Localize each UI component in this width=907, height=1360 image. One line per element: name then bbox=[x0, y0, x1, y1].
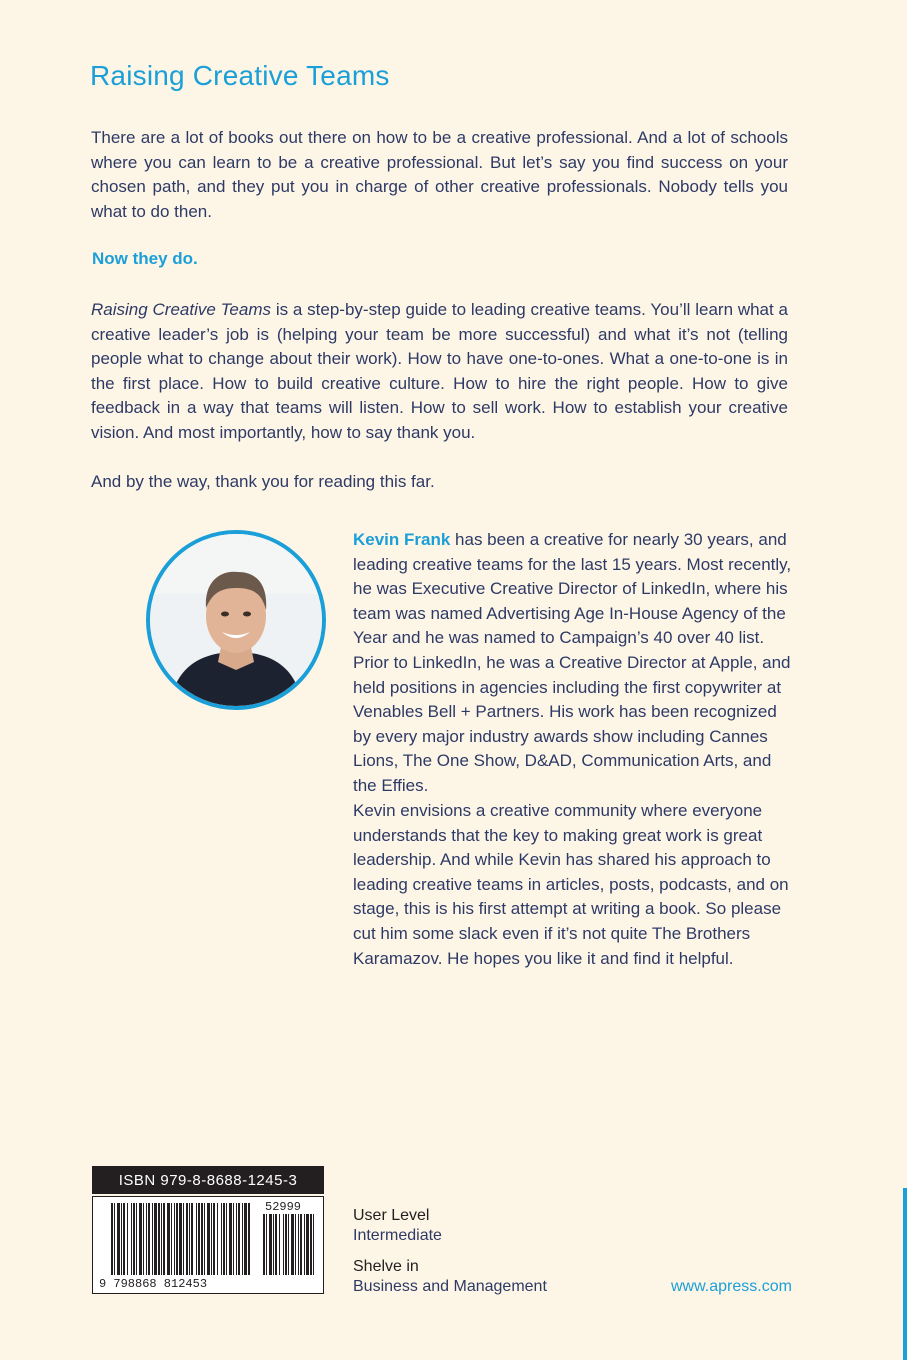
barcode-bar bbox=[179, 1203, 182, 1275]
user-level-value: Intermediate bbox=[353, 1227, 442, 1244]
publisher-website[interactable]: www.apress.com bbox=[671, 1278, 792, 1295]
isbn-label: ISBN 979-8-8688-1245-3 bbox=[92, 1166, 324, 1194]
barcode-bar bbox=[154, 1203, 157, 1275]
barcode-bar bbox=[238, 1203, 240, 1275]
barcode-bar bbox=[306, 1214, 309, 1275]
barcode-bar bbox=[201, 1203, 203, 1275]
barcode-bar bbox=[158, 1203, 160, 1275]
barcode-bar bbox=[163, 1203, 165, 1275]
barcode-digits: 9 798868 812453 bbox=[99, 1277, 208, 1291]
barcode-bar bbox=[123, 1203, 125, 1275]
barcode-bar bbox=[300, 1214, 302, 1275]
barcode-bar bbox=[217, 1203, 218, 1275]
barcode-bars-price bbox=[263, 1214, 314, 1275]
barcode-bar bbox=[213, 1203, 215, 1275]
barcode-bar bbox=[211, 1203, 212, 1275]
barcode-bar bbox=[221, 1203, 222, 1275]
barcode-bar bbox=[279, 1214, 280, 1275]
barcode-bar bbox=[198, 1203, 200, 1275]
author-bio-2: Kevin envisions a creative community where everyone understands that the key to making great work is great leadership. And while Kevin has shared his approach to leading creative teams in articles, posts, podcasts, and on stage, this is his first attempt at writing a book. So please cut him some slack even if it’s not quite The Brothers Karamazov. He hopes you like it and find it helpful. bbox=[353, 801, 789, 968]
barcode-bar bbox=[283, 1214, 284, 1275]
barcode-bar bbox=[298, 1214, 299, 1275]
barcode-bar bbox=[196, 1203, 197, 1275]
barcode-bar bbox=[288, 1214, 289, 1275]
barcode-bar bbox=[136, 1203, 137, 1275]
author-name: Kevin Frank bbox=[353, 530, 451, 549]
barcode-bar bbox=[146, 1203, 147, 1275]
barcode-bar bbox=[183, 1203, 184, 1275]
barcode-bar bbox=[127, 1203, 128, 1275]
barcode-bar bbox=[171, 1203, 172, 1275]
shelve-in-value: Business and Management bbox=[353, 1278, 547, 1295]
barcode-bar bbox=[176, 1203, 178, 1275]
barcode-bar bbox=[295, 1214, 296, 1275]
barcode-price-code: 52999 bbox=[265, 1200, 302, 1214]
barcode-bar bbox=[133, 1203, 135, 1275]
closing-line: And by the way, thank you for reading this far. bbox=[91, 472, 435, 491]
barcode-bars-main bbox=[111, 1203, 250, 1275]
barcode-bar bbox=[139, 1203, 142, 1275]
spine-edge-stripe bbox=[903, 1188, 907, 1360]
barcode-bar bbox=[233, 1203, 234, 1275]
barcode-bar bbox=[161, 1203, 162, 1275]
author-bio-1-text: has been a creative for nearly 30 years, and leading creative teams for the last 15 years. Most recently, he was Executive Creative Director of LinkedIn, where his team was named Advertising Age In-House Agency of the Year and he was named to Campaign’s 40 over 40 list. Prior to LinkedIn, he was a Creative Director at Apple, and held positions in agencies including the first copywriter at Venables Bell + Partners. His work has been recognized by every major industry awards show including Cannes Lions, The One Show, D&AD, Communication Arts, and the Effies. bbox=[353, 530, 792, 795]
barcode-bar bbox=[275, 1214, 277, 1275]
barcode-bar bbox=[207, 1203, 210, 1275]
barcode-bar bbox=[121, 1203, 122, 1275]
barcode-bar bbox=[152, 1203, 153, 1275]
description-book-title: Raising Creative Teams bbox=[91, 300, 272, 319]
shelve-in-block bbox=[353, 1257, 547, 1297]
barcode-bar bbox=[148, 1203, 150, 1275]
barcode-bar bbox=[310, 1214, 312, 1275]
barcode-bar bbox=[266, 1214, 267, 1275]
user-level-label: User Level bbox=[353, 1207, 430, 1224]
shelve-in-label: Shelve in bbox=[353, 1258, 419, 1275]
author-bio-1 bbox=[353, 528, 793, 799]
barcode-bar bbox=[244, 1203, 247, 1275]
barcode-bar bbox=[167, 1203, 170, 1275]
author-portrait-image bbox=[150, 534, 322, 706]
barcode-bar bbox=[291, 1214, 294, 1275]
barcode-bar bbox=[248, 1203, 250, 1275]
barcode-bar bbox=[117, 1203, 120, 1275]
user-level-block bbox=[353, 1206, 442, 1246]
barcode-bar bbox=[189, 1203, 190, 1275]
barcode-bar bbox=[304, 1214, 305, 1275]
barcode-bar bbox=[269, 1214, 272, 1275]
book-title: Raising Creative Teams bbox=[90, 60, 390, 91]
barcode bbox=[92, 1196, 324, 1294]
barcode-bar bbox=[273, 1214, 274, 1275]
barcode-bar bbox=[226, 1203, 227, 1275]
barcode-bar bbox=[313, 1214, 314, 1275]
description-text: is a step-by-step guide to leading creative teams. You’ll learn what a creative leader’s job is (helping your team be more successful) and what it’s not (telling people what to change about their work). How to have one-to-ones. What a one-to-one is in the first place. How to build creative culture. How to hire the right people. How to give feedback in a way that teams will listen. How to sell work. How to establish your creative vision. And most importantly, how to say thank you. bbox=[91, 300, 789, 442]
barcode-bar bbox=[223, 1203, 225, 1275]
barcode-bar bbox=[131, 1203, 132, 1275]
barcode-bar bbox=[114, 1203, 115, 1275]
barcode-bar bbox=[111, 1203, 113, 1275]
barcode-bar bbox=[204, 1203, 205, 1275]
description-paragraph bbox=[91, 298, 788, 446]
tagline: Now they do. bbox=[92, 249, 198, 268]
barcode-bar bbox=[191, 1203, 193, 1275]
author-photo bbox=[146, 530, 326, 710]
barcode-bar bbox=[285, 1214, 287, 1275]
barcode-bar bbox=[186, 1203, 188, 1275]
barcode-bar bbox=[174, 1203, 175, 1275]
barcode-bar bbox=[143, 1203, 144, 1275]
barcode-bar bbox=[229, 1203, 232, 1275]
barcode-bar bbox=[236, 1203, 237, 1275]
barcode-bar bbox=[263, 1214, 265, 1275]
intro-paragraph: There are a lot of books out there on how to be a creative professional. And a lot of schools where you can learn to be a creative professional. But let’s say you find success on your chosen path, and they put you in charge of other creative professionals. Nobody tells you what to do then. bbox=[91, 128, 788, 221]
barcode-bar bbox=[242, 1203, 243, 1275]
